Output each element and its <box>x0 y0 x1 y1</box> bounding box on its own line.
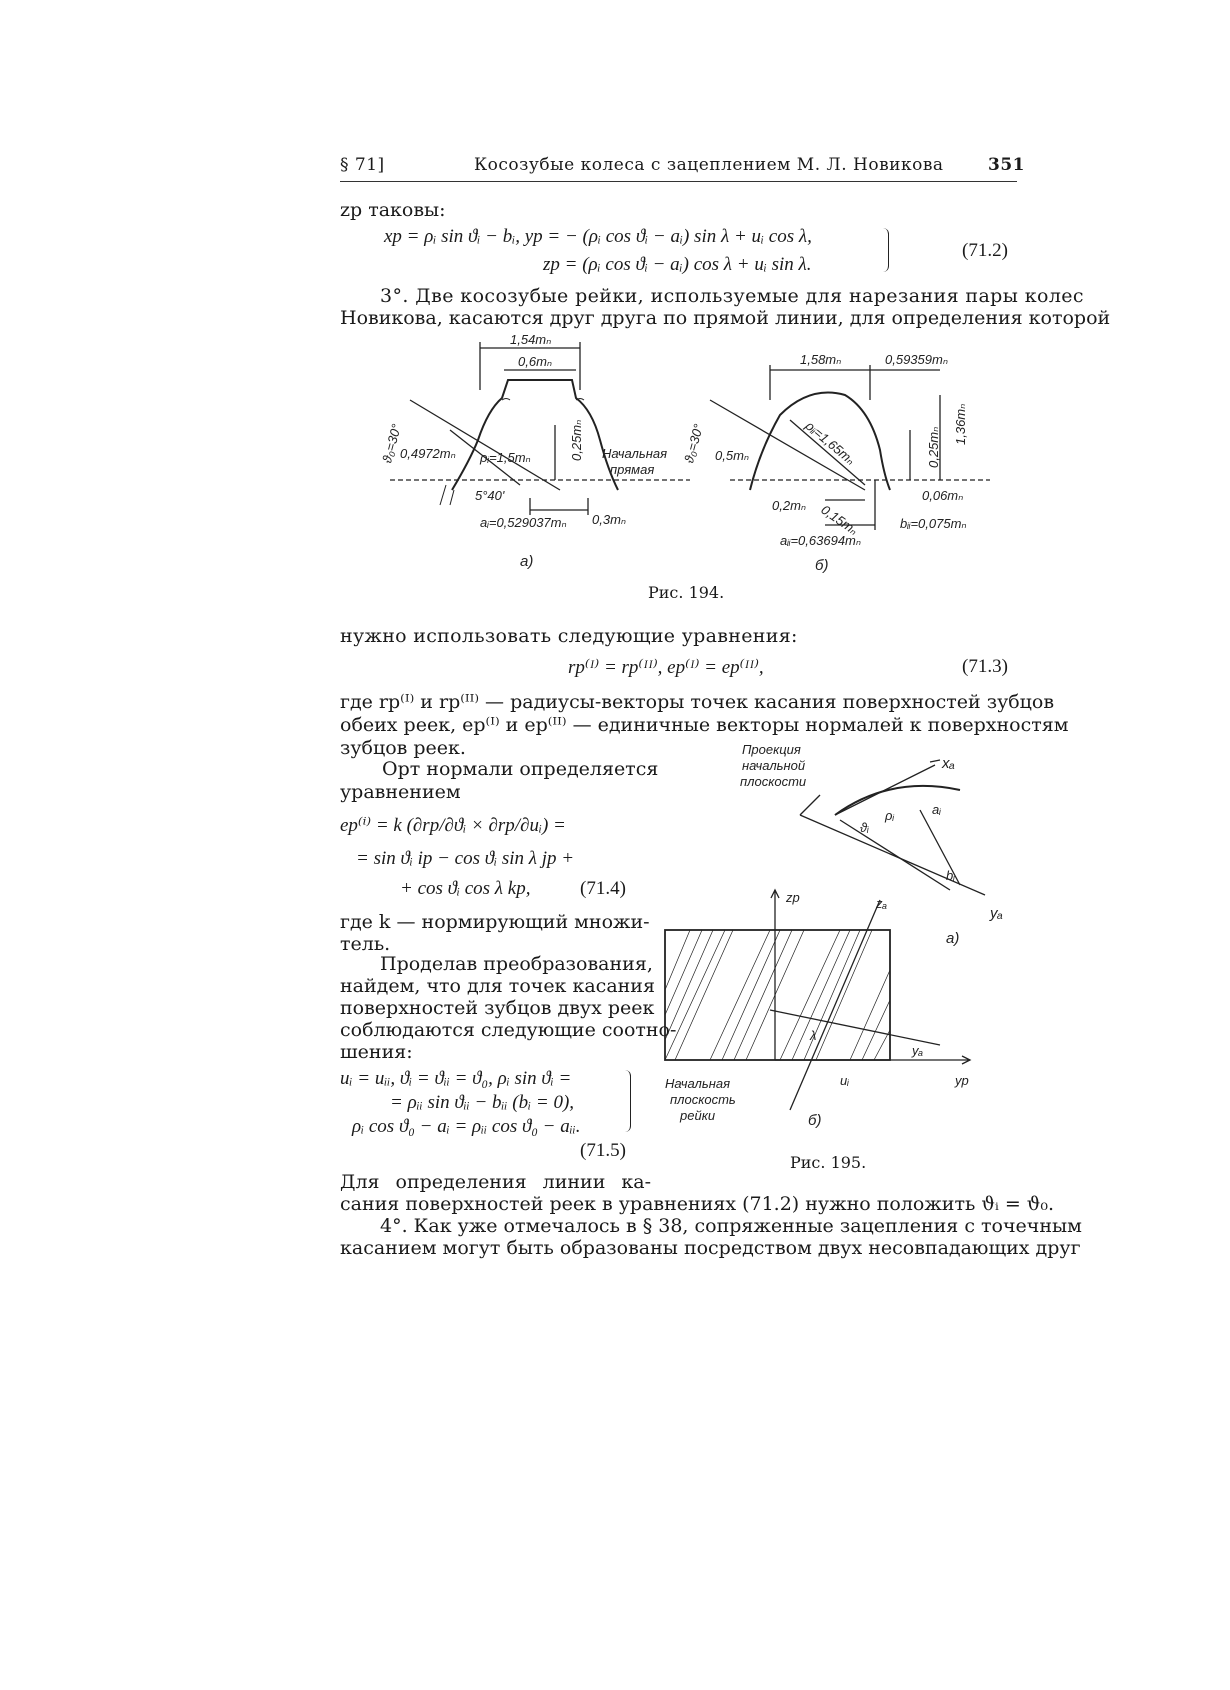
eq-71-4-number: (71.4) <box>580 878 626 899</box>
ort-line1: Орт нормали определяется <box>382 758 659 780</box>
eq-71-5-line1: uᵢ = uᵢᵢ, ϑᵢ = ϑᵢᵢ = ϑ₀, ρᵢ sin ϑᵢ = <box>340 1068 572 1089</box>
fig195-xa: xₐ <box>942 755 955 772</box>
fig194b-rho2: ρᵢᵢ=1,65mₙ <box>802 417 859 468</box>
fig194a-angle: 5°40' <box>475 488 505 503</box>
k-line1: где k — нормирующий множи- <box>340 911 650 933</box>
fig194a-h025: 0,25mₙ <box>569 419 584 461</box>
bottom-line2: 4°. Как уже отмечалось в § 38, сопряженные зацепления с точечным <box>380 1215 1082 1237</box>
fig194a-d03: 0,3mₙ <box>592 512 627 527</box>
fig194b-w0593: 0,59359mₙ <box>885 352 949 367</box>
where-line2: обеих реек, eр⁽ᴵ⁾ и eр⁽ᴵᴵ⁾ — единичные векторы нормалей к поверхностям <box>340 714 1069 736</box>
fig195-ya2: yₐ <box>912 1043 924 1058</box>
eq-71-2-line1: xр = ρᵢ sin ϑᵢ − bᵢ, yр = − (ρᵢ cos ϑᵢ − aᵢ) sin λ + uᵢ cos λ, <box>384 226 812 247</box>
fig194b-h136: 1,36mₙ <box>953 403 968 445</box>
fig195-yp: yр <box>955 1073 969 1088</box>
fig195-bi: bᵢ <box>946 868 955 883</box>
eq-71-2-brace <box>880 228 889 272</box>
fig195-nach1: Начальная <box>665 1076 731 1091</box>
eq-71-3: rр⁽ᴵ⁾ = rр⁽ᴵᴵ⁾, eр⁽ᴵ⁾ = eр⁽ᴵᴵ⁾, <box>568 657 764 678</box>
fig194b-d015: 0,15mₙ <box>818 501 861 538</box>
eq-71-2-number: (71.2) <box>962 240 1008 261</box>
fig195-za: zₐ <box>876 896 888 911</box>
fig194b-a2: aᵢᵢ=0,63694mₙ <box>780 533 862 548</box>
figure-194 <box>370 330 1010 600</box>
where-line1: где rр⁽ᴵ⁾ и rр⁽ᴵᴵ⁾ — радиусы-векторы точек касания поверхностей зубцов <box>340 691 1055 713</box>
fig195-proj3: плоскости <box>740 774 807 789</box>
fig194b-sub: б) <box>815 557 829 574</box>
eq-71-4-line2: = sin ϑᵢ iр − cos ϑᵢ sin λ jр + <box>356 848 575 869</box>
where-line3: зубцов реек. <box>340 737 466 759</box>
fig194a-r0497: 0,4972mₙ <box>400 446 456 461</box>
use-line: нужно использовать следующие уравнения: <box>340 625 798 647</box>
figure-195 <box>650 740 1030 1180</box>
fig195-proj2: начальной <box>742 758 806 773</box>
eq-71-5-number: (71.5) <box>580 1140 626 1161</box>
header-title: Косозубые колеса с зацеплением М. Л. Новикова <box>474 155 944 175</box>
eq-71-3-number: (71.3) <box>962 656 1008 677</box>
bottom-line3: касанием могут быть образованы посредством двух несовпадающих друг <box>340 1237 1081 1259</box>
para3-line1: 3°. Две косозубые рейки, используемые для нарезания пары колес <box>380 285 1084 307</box>
fig194a-w06: 0,6mₙ <box>518 354 553 369</box>
fig194b-r05: 0,5mₙ <box>715 448 750 463</box>
fig195-lam: λ <box>810 1028 817 1043</box>
fig194a-w154: 1,54mₙ <box>510 332 552 347</box>
eq-71-2-line2: zр = (ρᵢ cos ϑᵢ − aᵢ) cos λ + uᵢ sin λ. <box>543 254 812 275</box>
transform-line3: поверхностей зубцов двух реек <box>340 997 655 1019</box>
eq-71-5-brace <box>622 1070 631 1132</box>
fig195-nach3: рейки <box>680 1108 716 1123</box>
transform-line1: Проделав преобразования, <box>380 953 653 975</box>
eq-71-4-line3: + cos ϑᵢ cos λ kр, <box>400 878 531 899</box>
fig194a-theta: ϑ₀=30° <box>379 422 404 465</box>
transform-line2: найдем, что для точек касания <box>340 975 655 997</box>
fig194b-theta: ϑ₀=30° <box>681 422 706 465</box>
fig194a-a1: aᵢ=0,529037mₙ <box>480 515 567 530</box>
fig194a-nach1: Начальная <box>602 446 668 461</box>
fig194-caption: Рис. 194. <box>648 583 725 602</box>
bottom-line1: сания поверхностей реек в уравнениях (71.2) нужно положить ϑᵢ = ϑ₀. <box>340 1193 1055 1215</box>
fig194b-b2: bᵢᵢ=0,075mₙ <box>900 516 967 531</box>
eq-71-5-line3: ρᵢ cos ϑ₀ − aᵢ = ρᵢᵢ cos ϑ₀ − aᵢᵢ. <box>352 1116 581 1137</box>
fig195-zp: zр <box>786 890 800 905</box>
header-rule <box>340 181 1017 182</box>
fig194b-h025: 0,25mₙ <box>926 426 941 468</box>
fig195-sub-a: а) <box>946 930 960 947</box>
fig194b-d02: 0,2mₙ <box>772 498 807 513</box>
eq-71-4-line1: eр⁽ⁱ⁾ = k (∂rр/∂ϑᵢ × ∂rр/∂uᵢ) = <box>340 815 566 836</box>
fig194a-nach2: прямая <box>610 462 655 477</box>
fig195-ai: aᵢ <box>932 802 941 817</box>
fig194b-w158: 1,58mₙ <box>800 352 842 367</box>
fig195-caption: Рис. 195. <box>790 1153 867 1172</box>
page-number: 351 <box>988 155 1025 175</box>
header-section: § 71] <box>340 155 385 175</box>
fig195-ya: yₐ <box>990 905 1003 922</box>
fig195-sub-b: б) <box>808 1112 822 1129</box>
fig194b-d006: 0,06mₙ <box>922 488 964 503</box>
fig195-nach2: плоскость <box>670 1092 736 1107</box>
zp-line: zр таковы: <box>340 199 446 221</box>
definition-line1: Для определения линии ка- <box>340 1171 652 1193</box>
fig195-ui: uᵢ <box>840 1073 849 1088</box>
fig195-theta: ϑᵢ <box>860 820 869 835</box>
transform-line5: шения: <box>340 1041 413 1063</box>
eq-71-5-line2: = ρᵢᵢ sin ϑᵢᵢ − bᵢᵢ (bᵢ = 0), <box>390 1092 575 1113</box>
ort-line2: уравнением <box>340 781 461 803</box>
fig194a-sub: а) <box>520 553 534 570</box>
fig195-proj1: Проекция <box>742 742 801 757</box>
fig195-rho: ρᵢ <box>885 808 895 823</box>
k-line2: тель. <box>340 933 391 955</box>
fig194a-rho1: ρᵢ=1,5mₙ <box>480 450 531 465</box>
para3-line2: Новикова, касаются друг друга по прямой линии, для определения которой <box>340 307 1111 329</box>
transform-line4: соблюдаются следующие соотно- <box>340 1019 677 1041</box>
